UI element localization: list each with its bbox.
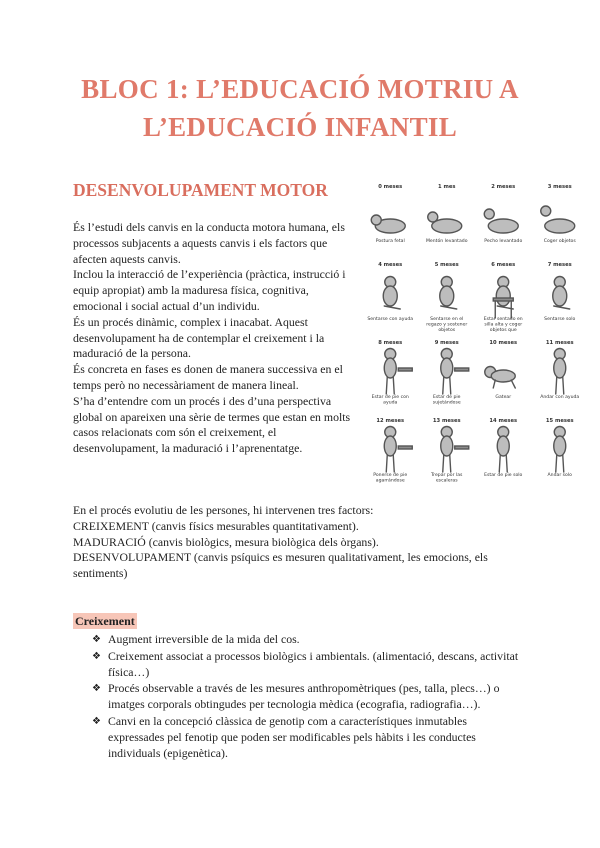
- diamond-bullet-icon: ❖: [92, 650, 101, 662]
- milestone-caption: escaleras: [435, 478, 458, 484]
- milestone-caption: sujetándose: [432, 400, 461, 406]
- baby-figure-icon: [554, 349, 566, 395]
- milestone-cell: [372, 340, 413, 406]
- list-item: [92, 649, 522, 681]
- milestone-caption: Sentarse en el: [430, 317, 464, 322]
- growth-heading: Creixement: [75, 614, 135, 628]
- milestone-caption: silla alta y coger: [484, 322, 523, 328]
- factors-intro: En el procés evolutiu de les persones, hi intervenen tres factors:: [73, 503, 374, 517]
- list-item: [92, 714, 522, 761]
- milestone-caption: Estar de pie con: [371, 395, 409, 400]
- milestone-cell: [426, 262, 467, 333]
- milestone-cell: [426, 184, 468, 244]
- milestone-age-label: 6 meses: [491, 262, 516, 268]
- motor-milestones-figure: [362, 180, 588, 492]
- milestone-cell: [484, 418, 522, 478]
- growth-bullet-list: [92, 632, 522, 762]
- milestone-age-label: 12 meses: [376, 418, 405, 424]
- section-heading: DESENVOLUPAMENT MOTOR: [73, 180, 328, 200]
- milestone-caption: Trepar por las: [431, 473, 463, 478]
- milestone-cell: [544, 262, 575, 322]
- milestone-cell: [484, 262, 523, 333]
- milestone-age-label: 0 meses: [378, 184, 403, 190]
- milestone-age-label: 2 meses: [491, 184, 516, 190]
- milestone-caption: Mentón levantado: [425, 239, 468, 244]
- milestone-age-label: 10 meses: [489, 340, 518, 346]
- milestone-age-label: 3 meses: [547, 184, 572, 190]
- diamond-bullet-icon: ❖: [92, 715, 101, 727]
- milestone-caption: Pecho levantado: [484, 239, 523, 244]
- milestone-caption: ayuda: [383, 400, 398, 406]
- milestone-age-label: 1 mes: [438, 184, 456, 190]
- milestone-cell: [485, 340, 517, 400]
- baby-figure-icon: [497, 427, 509, 473]
- milestone-age-label: 15 meses: [545, 418, 574, 424]
- diamond-bullet-icon: ❖: [92, 683, 101, 695]
- baby-figure-icon: [541, 206, 575, 233]
- factor-item: MADURACIÓ (canvis biològics, mesura biològica dels òrgans).: [73, 534, 379, 549]
- list-item: [92, 632, 522, 648]
- milestone-cell: [367, 262, 413, 322]
- baby-figure-icon: [440, 277, 457, 310]
- intro-paragraph: És concreta en fases es donen de manera successiva en el temps però no necessàriament de manera lineal.: [73, 362, 343, 392]
- intro-paragraph: És l’estudi dels canvis en la conducta motora humana, els processos subjacents a aquests canvis i els factors que afecten aquests canvis.: [73, 220, 345, 266]
- page-title-line-1: BLOC 1: L’EDUCACIÓ MOTRIU A: [81, 74, 519, 104]
- milestone-age-label: 5 meses: [434, 262, 459, 268]
- milestone-caption: Coger objetos: [543, 239, 576, 244]
- milestone-age-label: 8 meses: [378, 340, 403, 346]
- milestone-cell: [433, 340, 469, 406]
- milestone-caption: regazo y sostener: [426, 322, 468, 328]
- milestone-caption: objetos que: [489, 328, 517, 334]
- baby-figure-icon: [384, 349, 412, 395]
- baby-figure-icon: [383, 277, 400, 310]
- milestone-caption: Andar solo: [547, 473, 572, 478]
- list-item: [92, 681, 522, 713]
- milestone-age-label: 11 meses: [545, 340, 574, 346]
- intro-paragraph: Inclou la interacció de l’experiència (pràctica, instrucció i equip apropiat) amb la maduresa física, cognitiva, emocional i social actual d’un individu.: [73, 267, 346, 313]
- milestone-caption: Gatear: [495, 395, 512, 400]
- milestone-cell: [373, 418, 412, 484]
- milestone-age-label: 9 meses: [434, 340, 459, 346]
- motor-milestones-illustration: [362, 180, 588, 492]
- intro-paragraph: És un procés dinàmic, complex i inacabat. Aquest desenvolupament ha de contemplar el creixement i la maduració de la persona.: [73, 314, 325, 361]
- milestone-caption: Estar de pie: [433, 395, 461, 400]
- baby-figure-icon: [428, 212, 462, 233]
- list-item-text: Canvi en la concepció clàssica de genotip com a característiques inmutables expressades pel fenotip que poden ser modificables pels hàbits i les conductes individuals (epigenètica).: [108, 713, 476, 760]
- milestone-age-label: 7 meses: [547, 262, 572, 268]
- baby-figure-icon: [554, 427, 566, 473]
- milestone-cell: [546, 418, 574, 478]
- intro-paragraph: S’ha d’entendre com un procés i des d’una perspectiva global on apareixen una sèrie de termes que estan en molts casos relacionats com són el creixement, el desenvolupament, la maduració i l’aprenentatge.: [73, 393, 351, 456]
- milestone-caption: Postura fetal: [375, 239, 405, 244]
- milestone-caption: Sentarse con ayuda: [367, 317, 414, 322]
- baby-figure-icon: [484, 209, 518, 233]
- baby-figure-icon: [485, 367, 516, 389]
- milestone-caption: Andar con ayuda: [540, 395, 580, 400]
- milestone-caption: Estar de pie solo: [484, 473, 523, 478]
- list-item-text: Procés observable a través de les mesures anthropomètriques (pes, talla, plecs…) o imatges corporals obtingudes per tecnologia mèdica (ecografia, radiografia…).: [108, 681, 500, 712]
- milestone-cell: [484, 184, 522, 244]
- list-item-text: Creixement associat a processos biològics i ambientals. (alimentació, descans, activitat física…): [108, 648, 519, 679]
- milestone-cell: [430, 418, 469, 484]
- page-title-line-2: L’EDUCACIÓ INFANTIL: [143, 112, 457, 142]
- baby-figure-icon: [441, 349, 469, 395]
- milestone-caption: Ponerse de pie: [373, 473, 408, 478]
- milestone-age-label: 14 meses: [489, 418, 518, 424]
- factors-block: [73, 503, 533, 582]
- milestone-caption: Sentarse solo: [544, 317, 576, 322]
- milestone-cell: [540, 340, 579, 400]
- diamond-bullet-icon: ❖: [92, 634, 101, 645]
- milestone-age-label: 13 meses: [432, 418, 461, 424]
- baby-figure-icon: [441, 427, 469, 473]
- milestone-caption: agarrándose: [375, 478, 405, 484]
- baby-figure-icon: [371, 215, 405, 233]
- baby-figure-icon: [493, 277, 513, 319]
- page-title: [40, 70, 560, 146]
- milestone-cell: [371, 184, 405, 244]
- milestone-age-label: 4 meses: [378, 262, 403, 268]
- factor-item: DESENVOLUPAMENT (canvis psíquics es mesuren qualitativament, les emocions, els sentiments): [73, 550, 488, 581]
- milestone-caption: Estar sentado en: [483, 317, 523, 322]
- baby-figure-icon: [384, 427, 412, 473]
- milestone-cell: [541, 184, 577, 244]
- factor-item: CREIXEMENT (canvis físics mesurables quantitativament).: [73, 518, 359, 533]
- list-item-text: Augment irreversible de la mida del cos.: [108, 632, 300, 646]
- baby-figure-icon: [553, 277, 570, 310]
- milestone-caption: objetos: [438, 328, 456, 334]
- intro-text: [73, 220, 355, 457]
